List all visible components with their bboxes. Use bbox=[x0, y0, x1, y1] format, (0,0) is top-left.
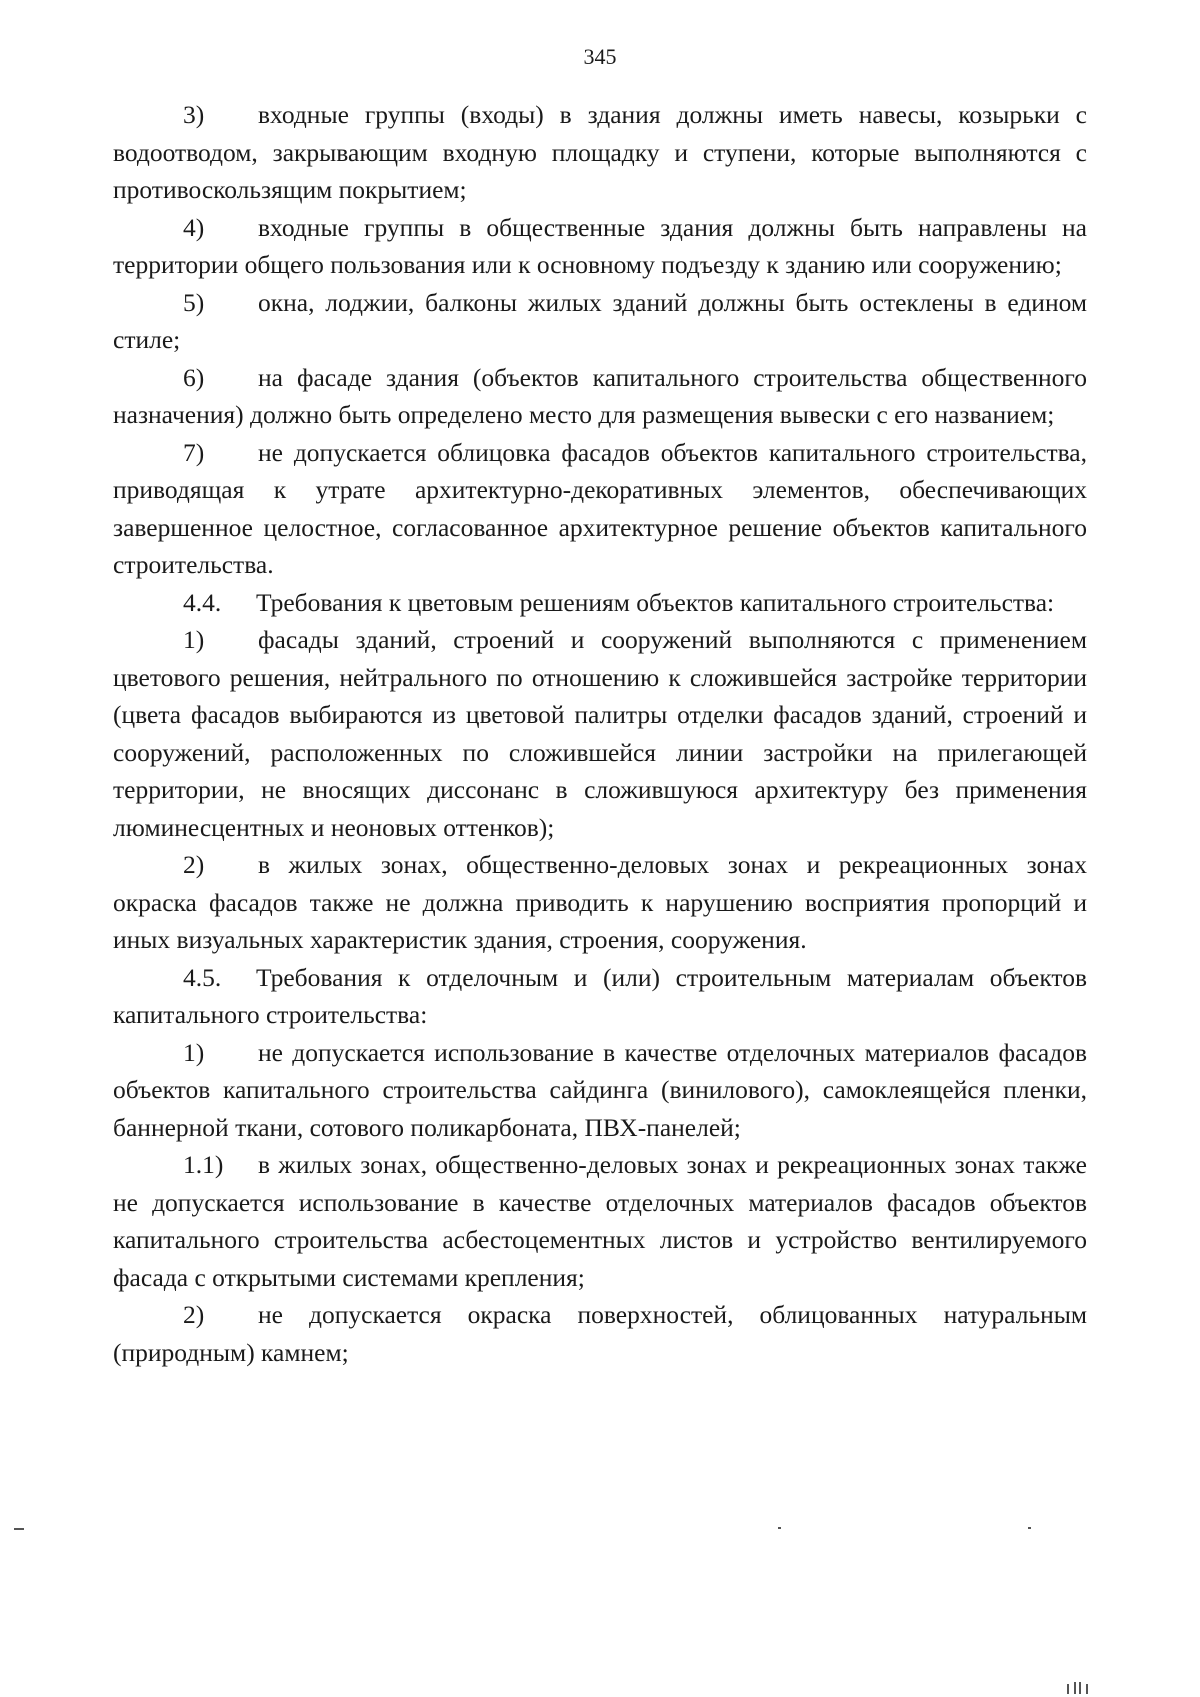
item-number: 5) bbox=[183, 287, 205, 317]
section-text: Требования к цветовым решениям объектов капитального строительства: bbox=[256, 587, 1055, 617]
scan-artifact bbox=[1086, 1684, 1088, 1694]
item-number: 6) bbox=[183, 362, 205, 392]
list-item bbox=[113, 434, 1087, 584]
item-number: 1) bbox=[183, 625, 205, 654]
item-number: 1.1) bbox=[183, 1150, 224, 1179]
list-item bbox=[113, 621, 1087, 846]
scan-artifact bbox=[1028, 1527, 1031, 1529]
item-number: 2) bbox=[183, 850, 205, 879]
list-item bbox=[113, 1296, 1087, 1371]
list-item bbox=[113, 1146, 1087, 1296]
item-number: 1) bbox=[183, 1037, 205, 1067]
item-text: не допускается использование в качестве отделочных материалов фасадов объектов капитального строительства сайдинга (винилового), самоклеящейся пленки, баннерной ткани, сотового поликарбоната, ПВХ-панелей; bbox=[113, 1037, 1087, 1142]
scan-artifact bbox=[1079, 1682, 1081, 1694]
item-number: 4) bbox=[183, 212, 205, 242]
item-number: 2) bbox=[183, 1300, 205, 1329]
item-text: входные группы (входы) в здания должны иметь навесы, козырьки с водоотводом, закрывающим входную площадку и ступени, которые выполняются с противоскользящим покрытием; bbox=[113, 100, 1087, 204]
list-item bbox=[113, 209, 1087, 284]
list-item bbox=[113, 96, 1087, 209]
item-text: на фасаде здания (объектов капитального строительства общественного назначения) должно быть определено место для размещения вывески с его названием; bbox=[113, 362, 1087, 429]
list-item bbox=[113, 1034, 1087, 1147]
section-heading bbox=[113, 959, 1087, 1034]
section-heading bbox=[113, 584, 1087, 622]
scan-artifact bbox=[14, 1528, 24, 1530]
scan-artifact bbox=[1067, 1684, 1069, 1694]
section-number: 4.5. bbox=[183, 962, 222, 992]
item-text: в жилых зонах, общественно-деловых зонах и рекреационных зонах окраска фасадов также не должна приводить к нарушению восприятия пропорций и иных визуальных характеристик здания, строения, сооружения. bbox=[113, 850, 1087, 954]
item-text: в жилых зонах, общественно-деловых зонах и рекреационных зонах также не допускается использование в качестве отделочных материалов фасадов объектов капитального строительства асбестоцементных листов и устройство вентилируемого фасада с открытыми системами крепления; bbox=[113, 1150, 1087, 1292]
item-text: не допускается облицовка фасадов объектов капитального строительства, приводящая к утрате архитектурно-декоративных элементов, обеспечивающих завершенное целостное, согласованное архитектурное решение объектов капитального строительства. bbox=[113, 437, 1087, 579]
page-number: 345 bbox=[583, 44, 617, 69]
document-body bbox=[113, 96, 1087, 1371]
section-text: Требования к отделочным и (или) строительным материалам объектов капитального строительства: bbox=[113, 962, 1087, 1029]
item-text: не допускается окраска поверхностей, облицованных натуральным (природным) камнем; bbox=[113, 1300, 1087, 1367]
list-item bbox=[113, 284, 1087, 359]
section-number: 4.4. bbox=[183, 587, 222, 617]
item-text: окна, лоджии, балконы жилых зданий должны быть остеклены в едином стиле; bbox=[113, 287, 1087, 354]
scan-artifact bbox=[1074, 1682, 1076, 1694]
item-text: входные группы в общественные здания должны быть направлены на территории общего пользования или к основному подъезду к зданию или сооружению; bbox=[113, 212, 1087, 279]
list-item bbox=[113, 846, 1087, 959]
scan-artifact bbox=[778, 1527, 781, 1529]
item-number: 3) bbox=[183, 100, 205, 129]
item-text: фасады зданий, строений и сооружений выполняются с применением цветового решения, нейтрального по отношению к сложившейся застройке территории (цвета фасадов выбираются из цветовой палитры отделки фасадов зданий, строений и сооружений, расположенных по сложившейся линии застройки на прилегающей территории, не вносящих диссонанс в сложившуюся архитектуру без применения люминесцентных и неоновых оттенков); bbox=[113, 625, 1087, 842]
item-number: 7) bbox=[183, 437, 205, 467]
list-item bbox=[113, 359, 1087, 434]
